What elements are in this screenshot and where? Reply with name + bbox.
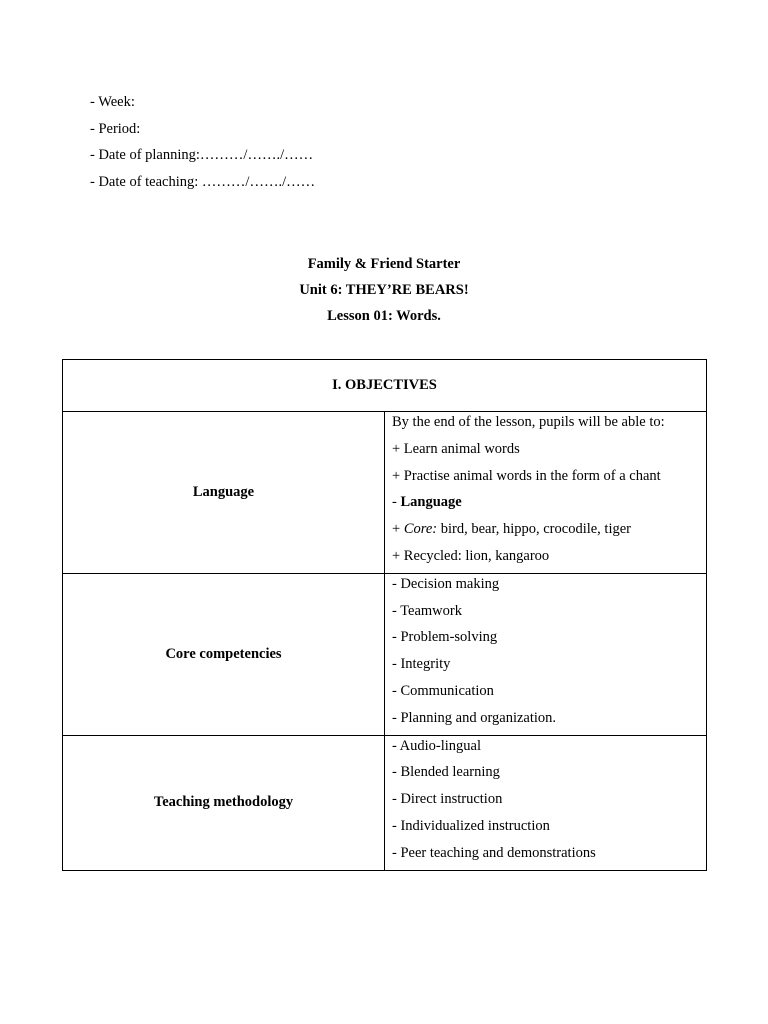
- methodology-item: - Blended learning: [392, 764, 500, 781]
- book-title: Family & Friend Starter: [307, 256, 461, 272]
- date-of-teaching-field: - Date of teaching: ………/……./……: [90, 173, 316, 190]
- competency-item: - Communication: [392, 682, 494, 699]
- methodology-item: - Direct instruction: [392, 791, 503, 808]
- subheading-prefix: -: [392, 494, 401, 511]
- core-competencies-content: [385, 573, 707, 735]
- language-intro: By the end of the lesson, pupils will be able to:: [392, 414, 665, 430]
- lesson-titles: [0, 254, 768, 332]
- competency-item: - Integrity: [392, 656, 451, 673]
- week-field: - Week:: [90, 94, 135, 110]
- language-label: Language: [63, 412, 385, 574]
- language-content: [385, 412, 707, 574]
- language-item: + Practise animal words in the form of a chant: [392, 467, 661, 484]
- period-field: - Period:: [90, 120, 141, 137]
- language-row: [63, 412, 707, 574]
- competency-item: - Teamwork: [392, 602, 462, 619]
- subheading-text: Language: [400, 494, 462, 511]
- core-vocabulary: [392, 519, 706, 546]
- teaching-methodology-content: [385, 735, 707, 870]
- teaching-methodology-label: Teaching methodology: [63, 735, 385, 870]
- unit-title: Unit 6: THEY’RE BEARS!: [299, 282, 469, 298]
- competency-item: - Decision making: [392, 575, 500, 592]
- objectives-heading: I. OBJECTIVES: [63, 360, 707, 412]
- language-item: + Learn animal words: [392, 440, 520, 457]
- methodology-item: - Individualized instruction: [392, 817, 550, 834]
- core-prefix: +: [392, 521, 404, 538]
- competency-item: - Planning and organization.: [392, 709, 557, 726]
- objectives-heading-row: [63, 360, 707, 412]
- core-words: bird, bear, hippo, crocodile, tiger: [437, 521, 632, 538]
- lesson-info-header: [90, 92, 315, 198]
- methodology-item: - Audio-lingual: [392, 737, 482, 754]
- lesson-title: Lesson 01: Words.: [327, 308, 441, 324]
- core-label: Core:: [403, 521, 438, 538]
- recycled-vocabulary: + Recycled: lion, kangaroo: [392, 547, 550, 564]
- teaching-methodology-row: [63, 735, 707, 870]
- date-of-planning-field: - Date of planning:………/……./……: [90, 147, 314, 163]
- methodology-item: - Peer teaching and demonstrations: [392, 844, 596, 861]
- objectives-table: [62, 359, 707, 871]
- competency-item: - Problem-solving: [392, 629, 498, 646]
- core-competencies-row: [63, 573, 707, 735]
- language-subheading: [392, 492, 706, 519]
- core-competencies-label: Core competencies: [63, 573, 385, 735]
